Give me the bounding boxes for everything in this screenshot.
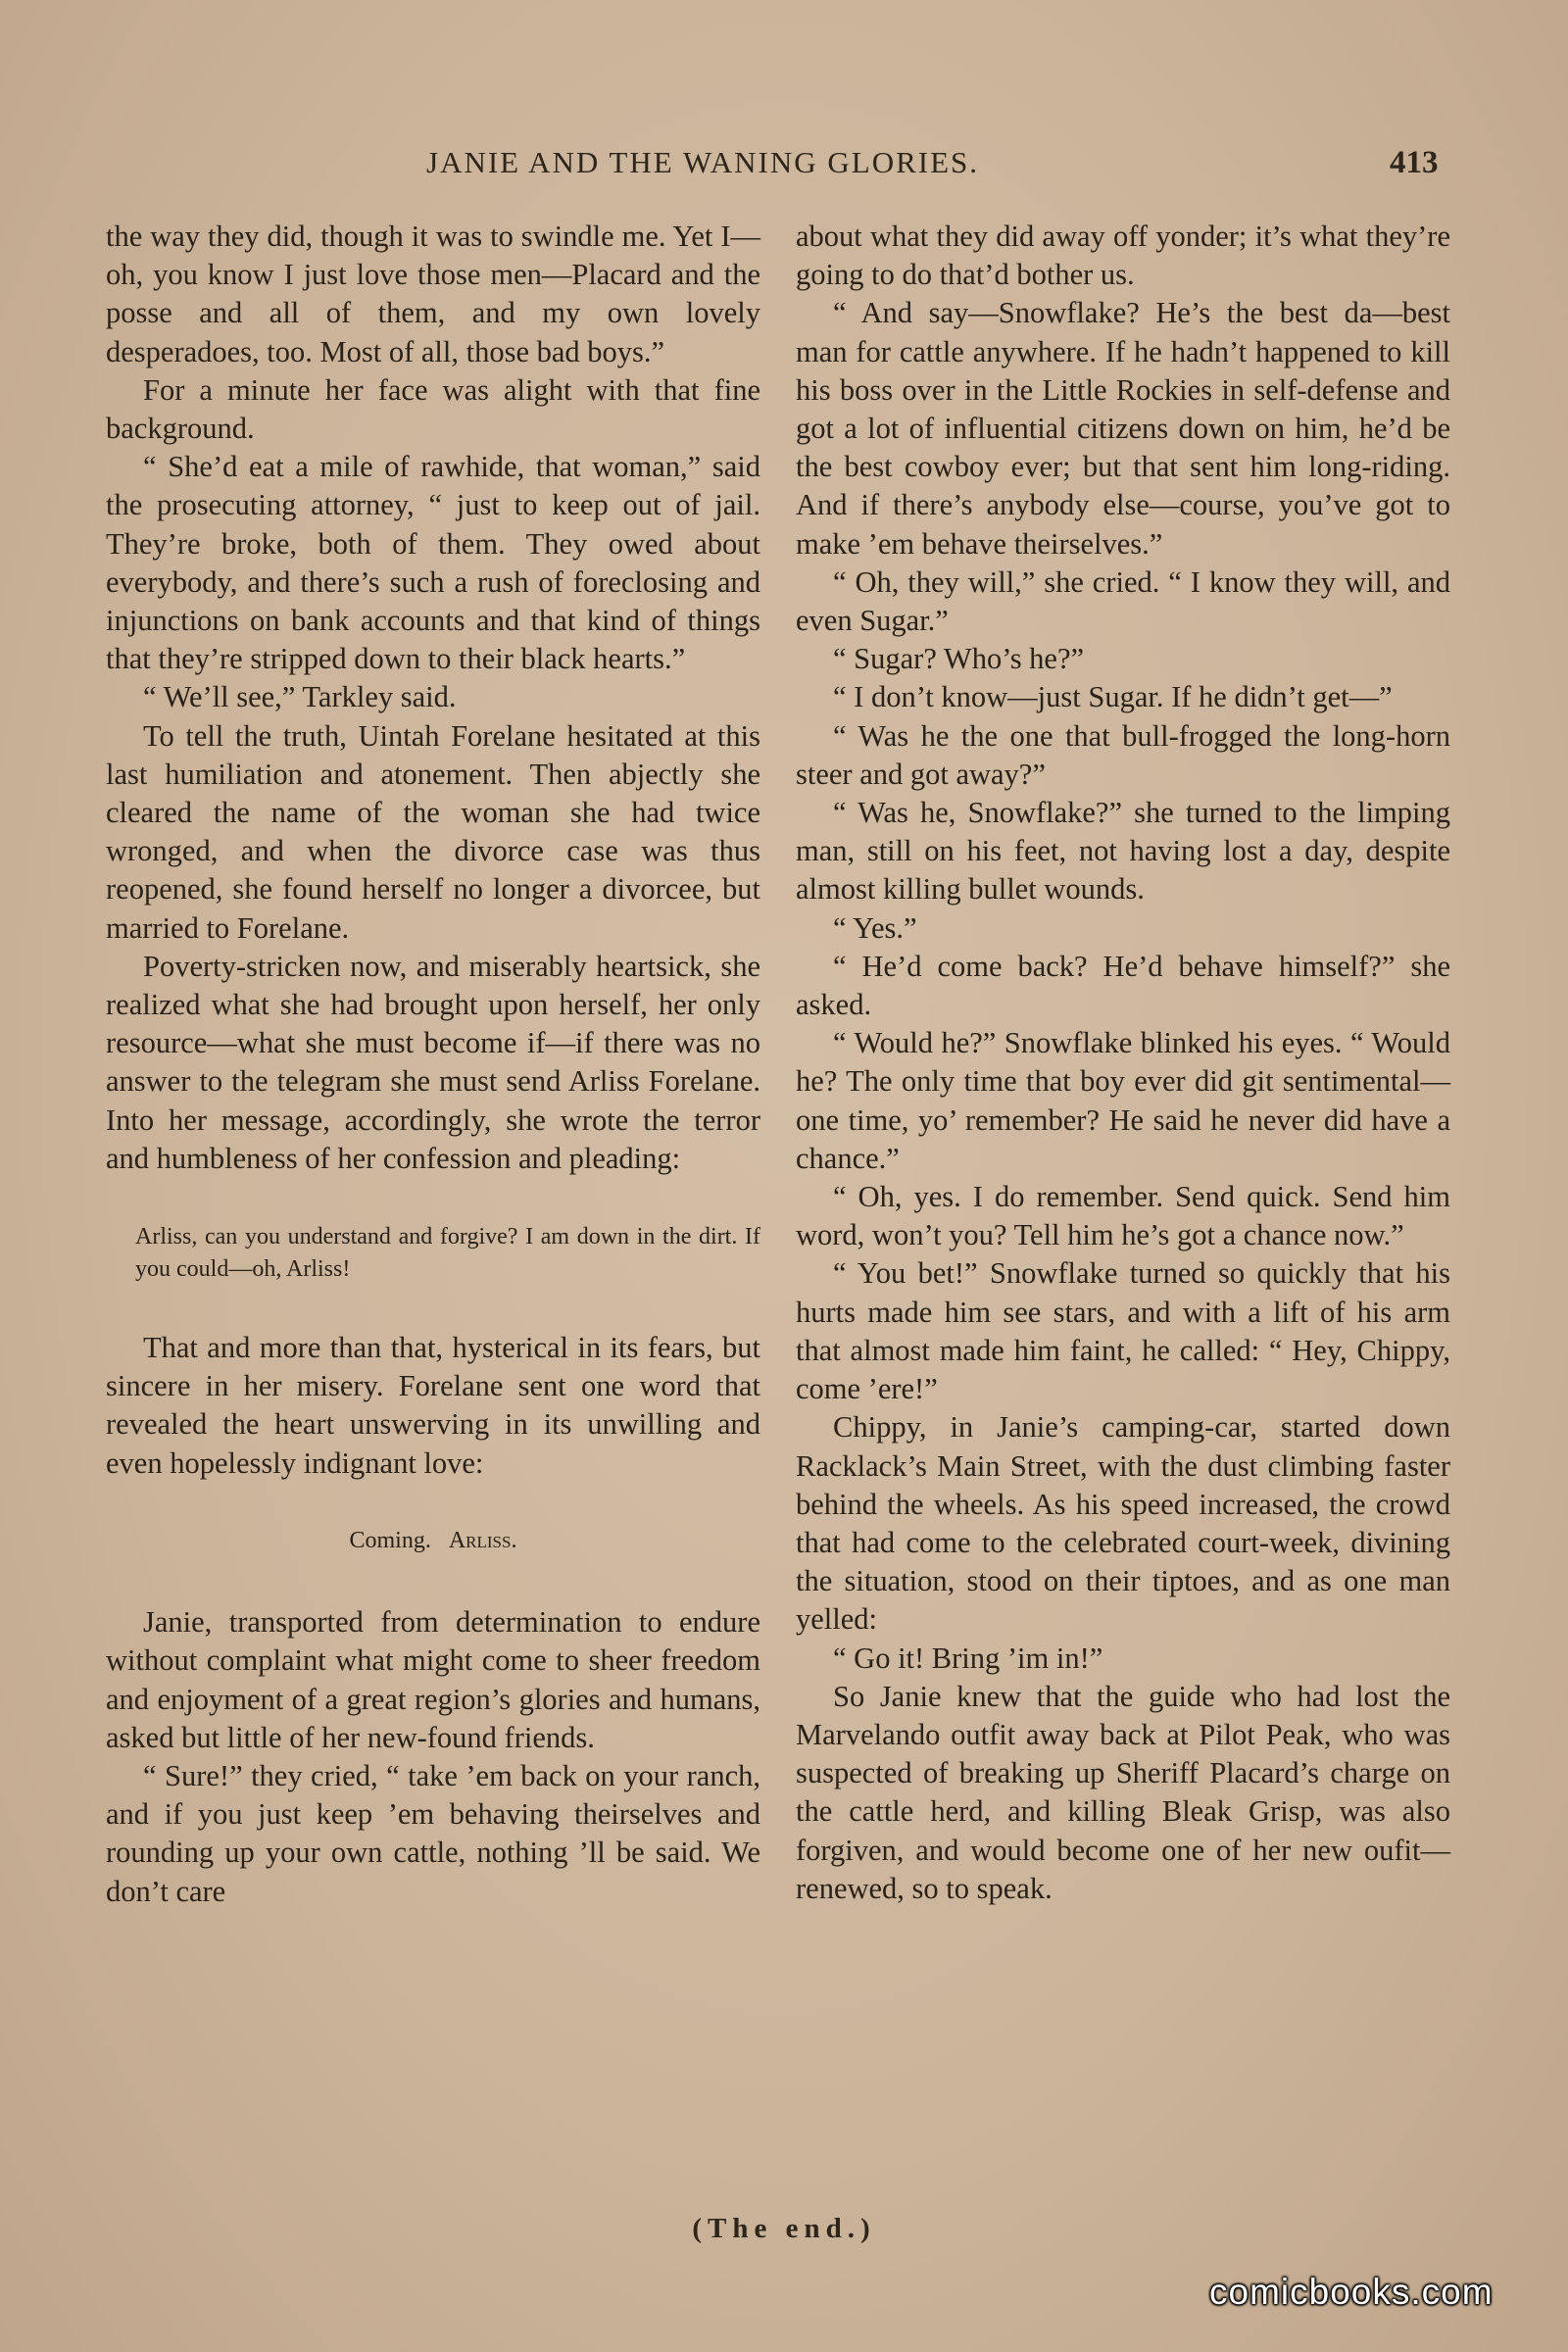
paragraph: “ And say—Snowflake? He’s the best da—best man for cattle anywhere. If he hadn’t happened to kill his boss over in the Little Rockies in self-defense and got a lot of influential citizens down on him, he’d be the best cowboy ever; but that sent him long-riding. And if there’s anybody else—course, you’ve got to make ’em behave theirselves.” xyxy=(796,296,1450,561)
telegram-quote: Arliss, can you understand and forgive? I am down in the dirt. If you could—oh, Arliss! xyxy=(135,1224,760,1283)
paragraph: “ Was he the one that bull-frogged the long-horn steer and got away?” xyxy=(796,718,1450,791)
paragraph: “ Sure!” they cried, “ take ’em back on your ranch, and if you just keep ’em behaving theirselves and rounding up your own cattle, nothing ’ll be said. We don’t care xyxy=(106,1758,760,1908)
paragraph: For a minute her face was alight with that fine background. xyxy=(106,372,760,446)
paragraph: “ You bet!” Snowflake turned so quickly that his hurts made him see stars, and with a lift of his arm that almost made him faint, he called: “ Hey, Chippy, come ’ere!” xyxy=(796,1256,1450,1406)
paragraph: Chippy, in Janie’s camping-car, started down Racklack’s Main Street, with the dust climbing faster behind the wheels. As his speed increased, the crowd that had come to the celebrated court-week, divining the situation, stood on their tiptoes, and as one man yelled: xyxy=(796,1410,1450,1637)
paragraph: the way they did, though it was to swindle me. Yet I—oh, you know I just love those men—Placard and the posse and all of them, and my own lovely desperadoes, too. Most of all, those bad boys.” xyxy=(106,220,760,368)
paragraph: “ She’d eat a mile of rawhide, that woman,” said the prosecuting attorney, “ just to keep out of jail. They’re broke, both of them. They owed about everybody, and there’s such a rush of foreclosing and injunctions on bank accounts and that kind of things that they’re stripped down to their black hearts.” xyxy=(106,450,760,676)
paragraph: “ Would he?” Snowflake blinked his eyes. “ Would he? The only time that boy ever did git sentimental—one time, yo’ remember? He said he never did have a chance.” xyxy=(796,1026,1450,1175)
paragraph: To tell the truth, Uintah Forelane hesitated at this last humiliation and atonement. Then abjectly she cleared the name of the woman she had twice wronged, and when the divorce case was thus reopened, she found herself no longer a divorcee, but married to Forelane. xyxy=(106,718,760,945)
telegram-reply-signature: Arliss. xyxy=(448,1527,517,1553)
paragraph: about what they did away off yonder; it’s what they’re going to do that’d bother us. xyxy=(796,220,1450,292)
page-number: 413 xyxy=(1390,145,1439,180)
paragraph: “ He’d come back? He’d behave himself?” she asked. xyxy=(796,949,1450,1022)
running-head-title: JANIE AND THE WANING GLORIES. xyxy=(426,145,980,179)
telegram-reply-text: Coming. xyxy=(349,1527,431,1553)
paragraph: “ We’ll see,” Tarkley said. xyxy=(143,680,457,714)
paragraph: So Janie knew that the guide who had lost the Marvelando outfit away back at Pilot Peak, who was suspected of breaking up Sheriff Placard’s charge on the cattle herd, and killing Bleak Grisp, was also forgiven, and would become one of her new oufit—renewed, so to speak. xyxy=(796,1679,1450,1905)
site-watermark: comicbooks.com xyxy=(1209,2272,1494,2312)
paragraph: “ Go it! Bring ’im in!” xyxy=(833,1641,1103,1675)
the-end-mark: (The end.) xyxy=(692,2213,876,2244)
paragraph: Janie, transported from determination to endure without complaint what might come to sheer freedom and enjoyment of a great region’s glories and humans, asked but little of her new-found friends. xyxy=(106,1605,760,1754)
paragraph: “ Yes.” xyxy=(833,910,917,945)
paragraph: “ Oh, yes. I do remember. Send quick. Send him word, won’t you? Tell him he’s got a chance now.” xyxy=(796,1180,1450,1252)
paragraph: “ I don’t know—just Sugar. If he didn’t get—” xyxy=(833,680,1393,714)
telegram-reply xyxy=(106,1522,760,1560)
paragraph: “ Was he, Snowflake?” she turned to the limping man, still on his feet, not having lost a day, despite almost killing bullet wounds. xyxy=(796,796,1450,906)
paragraph: “ Sugar? Who’s he?” xyxy=(833,642,1085,676)
left-text-column xyxy=(106,218,760,1911)
paragraph: “ Oh, they will,” she cried. “ I know they will, and even Sugar.” xyxy=(796,564,1450,638)
right-text-column xyxy=(796,218,1450,1908)
paragraph: Poverty-stricken now, and miserably heartsick, she realized what she had brought upon herself, her only resource—what she must become if—if there was no answer to the telegram she must send Arliss Forelane. Into her message, accordingly, she wrote the terror and humbleness of her confession and pleading: xyxy=(106,949,760,1175)
paragraph: That and more than that, hysterical in its fears, but sincere in her misery. Forelane sent one word that revealed the heart unswerving in its unwilling and even hopelessly indignant love: xyxy=(106,1331,760,1480)
